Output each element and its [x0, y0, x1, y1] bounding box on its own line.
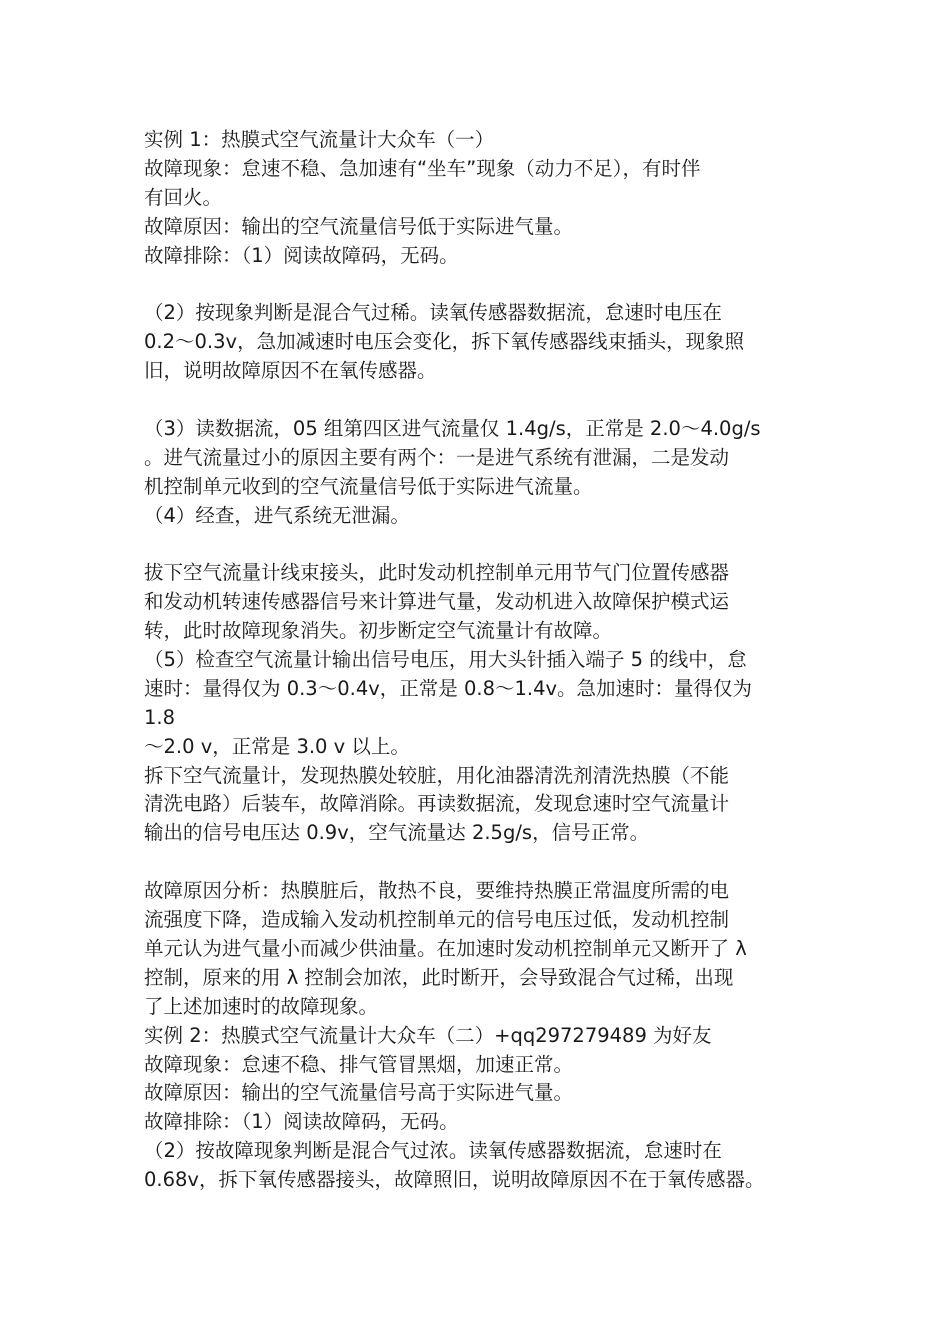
- example-2-step-2-line-1: （2）按故障现象判断是混合气过浓。读氧传感器数据流，怠速时在: [144, 1139, 722, 1163]
- unplug-line-1: 拔下空气流量计线束接头，此时发动机控制单元用节气门位置传感器: [144, 561, 730, 585]
- step-3-line-2: 。进气流量过小的原因主要有两个：一是进气系统有泄漏，二是发动: [144, 445, 730, 469]
- step-5-line-2: 速时：量得仅为 0.3～0.4v，正常是 0.8～1.4v。急加速时：量得仅为: [144, 676, 753, 700]
- example-1-title: 实例 1：热膜式空气流量计大众车（一）: [144, 128, 495, 151]
- blank-line: [144, 848, 824, 877]
- example-2-symptom: 故障现象：怠速不稳、排气管冒黑烟，加速正常。: [144, 1052, 574, 1076]
- analysis-line-1: 故障原因分析：热膜脏后，散热不良，要维持热膜正常温度所需的电: [144, 879, 730, 903]
- example-2-title: 实例 2：热膜式空气流量计大众车（二）+qq297279489 为好友: [144, 1023, 712, 1047]
- analysis-line-4: 控制，原来的用 λ 控制会加浓，此时断开，会导致混合气过稀，出现: [144, 965, 734, 989]
- step-2-line-3: 旧，说明故障原因不在氧传感器。: [144, 359, 437, 383]
- fault-symptom-line-1: 故障现象：怠速不稳、急加速有“坐车”现象（动力不足），有时伴: [144, 156, 701, 180]
- fault-cause: 故障原因：输出的空气流量信号低于实际进气量。: [144, 214, 574, 238]
- analysis-line-3: 单元认为进气量小而减少供油量。在加速时发动机控制单元又断开了 λ: [144, 936, 747, 960]
- step-2-line-1: （2）按现象判断是混合气过稀。读氧传感器数据流，怠速时电压在: [144, 301, 722, 325]
- step-5-line-3: 1.8: [144, 705, 176, 729]
- troubleshooting-step-1: 故障排除：（1）阅读故障码，无码。: [144, 243, 459, 267]
- unplug-line-3: 转，此时故障现象消失。初步断定空气流量计有故障。: [144, 619, 613, 643]
- repair-line-1: 拆下空气流量计，发现热膜处较脏，用化油器清洗剂清洗热膜（不能: [144, 763, 730, 787]
- repair-line-2: 清洗电路）后装车，故障消除。再读数据流，发现怠速时空气流量计: [144, 792, 730, 816]
- unplug-line-2: 和发动机转速传感器信号来计算进气量，发动机进入故障保护模式运: [144, 590, 730, 614]
- blank-line: [144, 386, 824, 415]
- blank-line: [144, 270, 824, 299]
- document-body: [144, 126, 824, 1195]
- step-2-line-2: 0.2～0.3v，急加减速时电压会变化，拆下氧传感器线束插头，现象照: [144, 330, 745, 354]
- step-3-line-3: 机控制单元收到的空气流量信号低于实际进气流量。: [144, 474, 593, 498]
- fault-symptom-line-2: 有回火。: [144, 185, 223, 209]
- step-5-line-1: （5）检查空气流量计输出信号电压，用大头针插入端子 5 的线中，怠: [144, 648, 747, 672]
- example-2-step-1: 故障排除：（1）阅读故障码，无码。: [144, 1110, 459, 1134]
- step-4: （4）经查，进气系统无泄漏。: [144, 503, 410, 527]
- step-5-line-4: ～2.0 v，正常是 3.0 v 以上。: [144, 734, 410, 758]
- analysis-line-5: 了上述加速时的故障现象。: [144, 994, 379, 1018]
- step-3-line-1: （3）读数据流，05 组第四区进气流量仅 1.4g/s，正常是 2.0～4.0g/s: [144, 416, 761, 440]
- analysis-line-2: 流强度下降，造成输入发动机控制单元的信号电压过低，发动机控制: [144, 908, 730, 932]
- example-2-step-2-line-2: 0.68v，拆下氧传感器接头，故障照旧，说明故障原因不在于氧传感器。: [144, 1168, 765, 1192]
- repair-line-3: 输出的信号电压达 0.9v，空气流量达 2.5g/s，信号正常。: [144, 821, 650, 845]
- example-2-cause: 故障原因：输出的空气流量信号高于实际进气量。: [144, 1081, 574, 1105]
- blank-line: [144, 530, 824, 559]
